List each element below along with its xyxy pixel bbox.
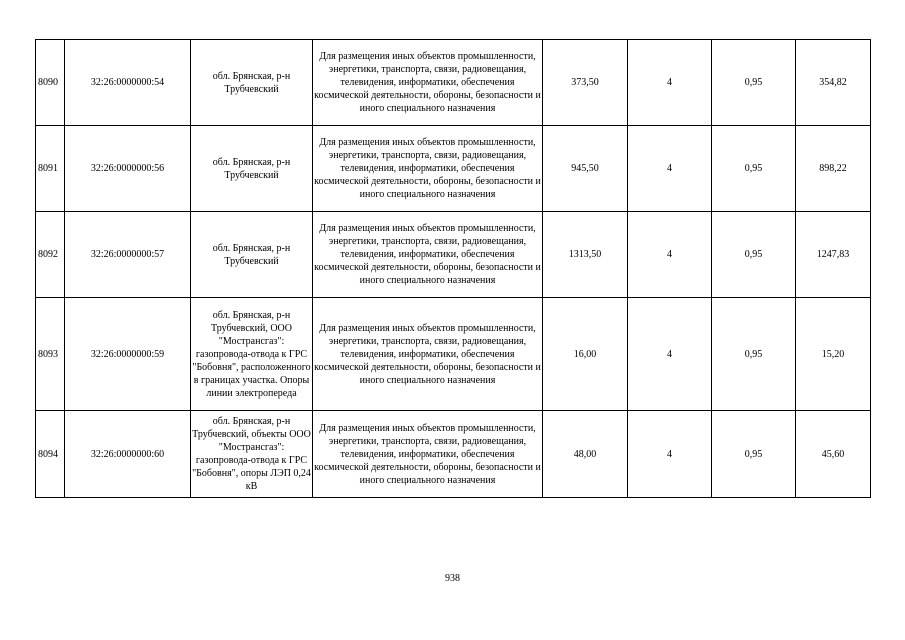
plot-address: обл. Брянская, р-н Трубчевский, ООО "Мострансгаз": газопровода-отвода к ГРС "Бобовня", расположенного в границах участка. Опоры линии электропереда [191,298,313,411]
cadastral-value: 15,20 [796,298,871,411]
row-number: 8093 [36,298,65,411]
table-row [36,40,871,126]
use-group: 4 [628,298,712,411]
permitted-use: Для размещения иных объектов промышленности, энергетики, транспорта, связи, радиовещания, телевидения, информатики, обеспечения космической деятельности, обороны, безопасности и иного специального назначения [313,298,543,411]
plot-area: 1313,50 [543,212,628,298]
use-group: 4 [628,126,712,212]
coefficient: 0,95 [712,126,796,212]
permitted-use: Для размещения иных объектов промышленности, энергетики, транспорта, связи, радиовещания, телевидения, информатики, обеспечения космической деятельности, обороны, безопасности и иного специального назначения [313,411,543,498]
plot-area: 945,50 [543,126,628,212]
plot-address: обл. Брянская, р-н Трубчевский [191,40,313,126]
permitted-use: Для размещения иных объектов промышленности, энергетики, транспорта, связи, радиовещания, телевидения, информатики, обеспечения космической деятельности, обороны, безопасности и иного специального назначения [313,40,543,126]
coefficient: 0,95 [712,298,796,411]
permitted-use: Для размещения иных объектов промышленности, энергетики, транспорта, связи, радиовещания, телевидения, информатики, обеспечения космической деятельности, обороны, безопасности и иного специального назначения [313,212,543,298]
plot-address: обл. Брянская, р-н Трубчевский [191,126,313,212]
coefficient: 0,95 [712,40,796,126]
table-row [36,411,871,498]
use-group: 4 [628,40,712,126]
row-number: 8092 [36,212,65,298]
cadastral-number: 32:26:0000000:60 [65,411,191,498]
plot-area: 16,00 [543,298,628,411]
plot-area: 48,00 [543,411,628,498]
row-number: 8094 [36,411,65,498]
page-number: 938 [445,573,460,584]
plot-area: 373,50 [543,40,628,126]
permitted-use: Для размещения иных объектов промышленности, энергетики, транспорта, связи, радиовещания, телевидения, информатики, обеспечения космической деятельности, обороны, безопасности и иного специального назначения [313,126,543,212]
plot-address: обл. Брянская, р-н Трубчевский, объекты ООО "Мострансгаз": газопровода-отвода к ГРС "Бобовня", опоры ЛЭП 0,24 кВ [191,411,313,498]
cadastral-number: 32:26:0000000:59 [65,298,191,411]
use-group: 4 [628,411,712,498]
coefficient: 0,95 [712,411,796,498]
cadastral-number: 32:26:0000000:54 [65,40,191,126]
coefficient: 0,95 [712,212,796,298]
table-row [36,212,871,298]
row-number: 8090 [36,40,65,126]
land-plots-table [35,39,871,498]
table-row [36,298,871,411]
cadastral-value: 45,60 [796,411,871,498]
row-number: 8091 [36,126,65,212]
use-group: 4 [628,212,712,298]
cadastral-value: 354,82 [796,40,871,126]
plot-address: обл. Брянская, р-н Трубчевский [191,212,313,298]
table-row [36,126,871,212]
cadastral-number: 32:26:0000000:57 [65,212,191,298]
cadastral-number: 32:26:0000000:56 [65,126,191,212]
cadastral-value: 898,22 [796,126,871,212]
cadastral-value: 1247,83 [796,212,871,298]
